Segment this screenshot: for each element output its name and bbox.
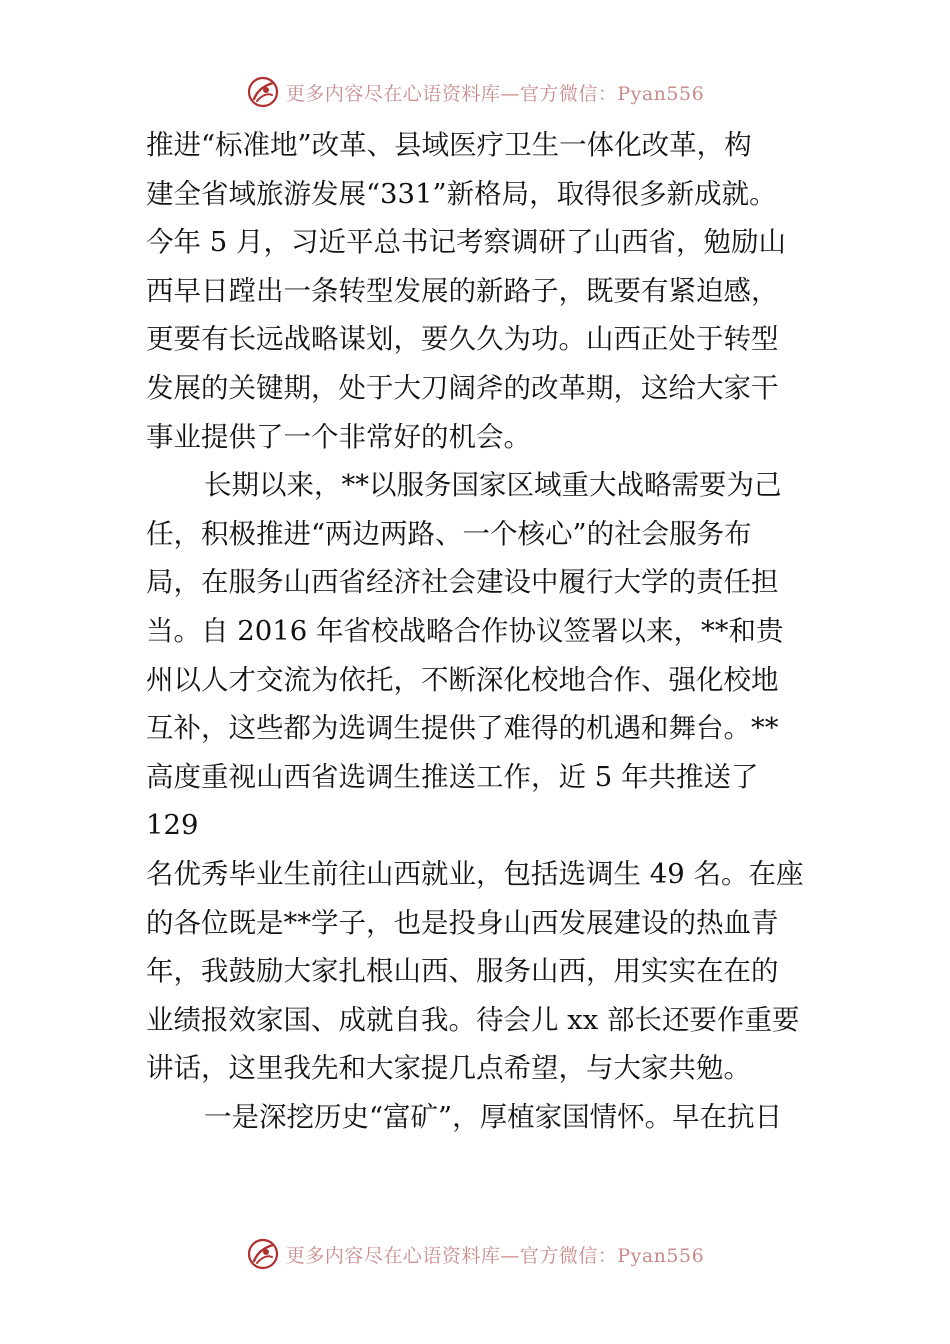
paragraph-start-line: 长期以来，**以服务国家区域重大战略需要为己	[204, 469, 782, 502]
body-line: 任，积极推进“两边两路、一个核心”的社会服务布	[146, 517, 752, 550]
watermark-seal-icon	[246, 1237, 280, 1271]
body-line: 事业提供了一个非常好的机会。	[146, 420, 531, 453]
footer-text: 更多内容尽在心语资料库—官方微信：Pyan556	[285, 1244, 705, 1267]
document-body	[146, 121, 846, 1141]
body-line: 今年 5 月，习近平总书记考察调研了山西省，勉励山	[146, 226, 786, 259]
footer-watermark	[0, 1232, 950, 1276]
body-line: 更要有长远战略谋划，要久久为功。山西正处于转型	[146, 323, 779, 356]
body-line: 互补，这些都为选调生提供了难得的机遇和舞台。**	[146, 712, 779, 745]
body-line: 推进“标准地”改革、县域医疗卫生一体化改革，构	[146, 129, 752, 161]
body-line: 高度重视山西省选调生推送工作，近 5 年共推送了	[146, 760, 759, 793]
header-watermark	[0, 70, 950, 114]
body-line: 的各位既是**学子，也是投身山西发展建设的热血青	[146, 906, 779, 939]
header-text: 更多内容尽在心语资料库—官方微信：Pyan556	[285, 82, 705, 105]
body-line: 讲话，这里我先和大家提几点希望，与大家共勉。	[146, 1052, 751, 1085]
body-line: 当。自 2016 年省校战略合作协议签署以来，**和贵	[146, 614, 784, 647]
body-line: 业绩报效家国、成就自我。待会儿 xx 部长还要作重要	[146, 1003, 800, 1036]
body-line: 发展的关键期，处于大刀阔斧的改革期，这给大家干	[146, 371, 779, 404]
body-line: 名优秀毕业生前往山西就业，包括选调生 49 名。在座	[146, 857, 804, 890]
body-line: 129	[146, 809, 199, 842]
watermark-seal-icon	[246, 75, 280, 109]
body-line: 局，在服务山西省经济社会建设中履行大学的责任担	[146, 566, 779, 599]
paragraph-start-line: 一是深挖历史“富矿”，厚植家国情怀。早在抗日	[204, 1100, 783, 1133]
body-line: 年，我鼓励大家扎根山西、服务山西，用实实在在的	[146, 955, 779, 988]
body-line: 西早日蹚出一条转型发展的新路子，既要有紧迫感，	[146, 274, 779, 307]
body-line: 州以人才交流为依托，不断深化校地合作、强化校地	[146, 663, 779, 696]
body-line: 建全省域旅游发展“331”新格局，取得很多新成就。	[146, 177, 777, 210]
